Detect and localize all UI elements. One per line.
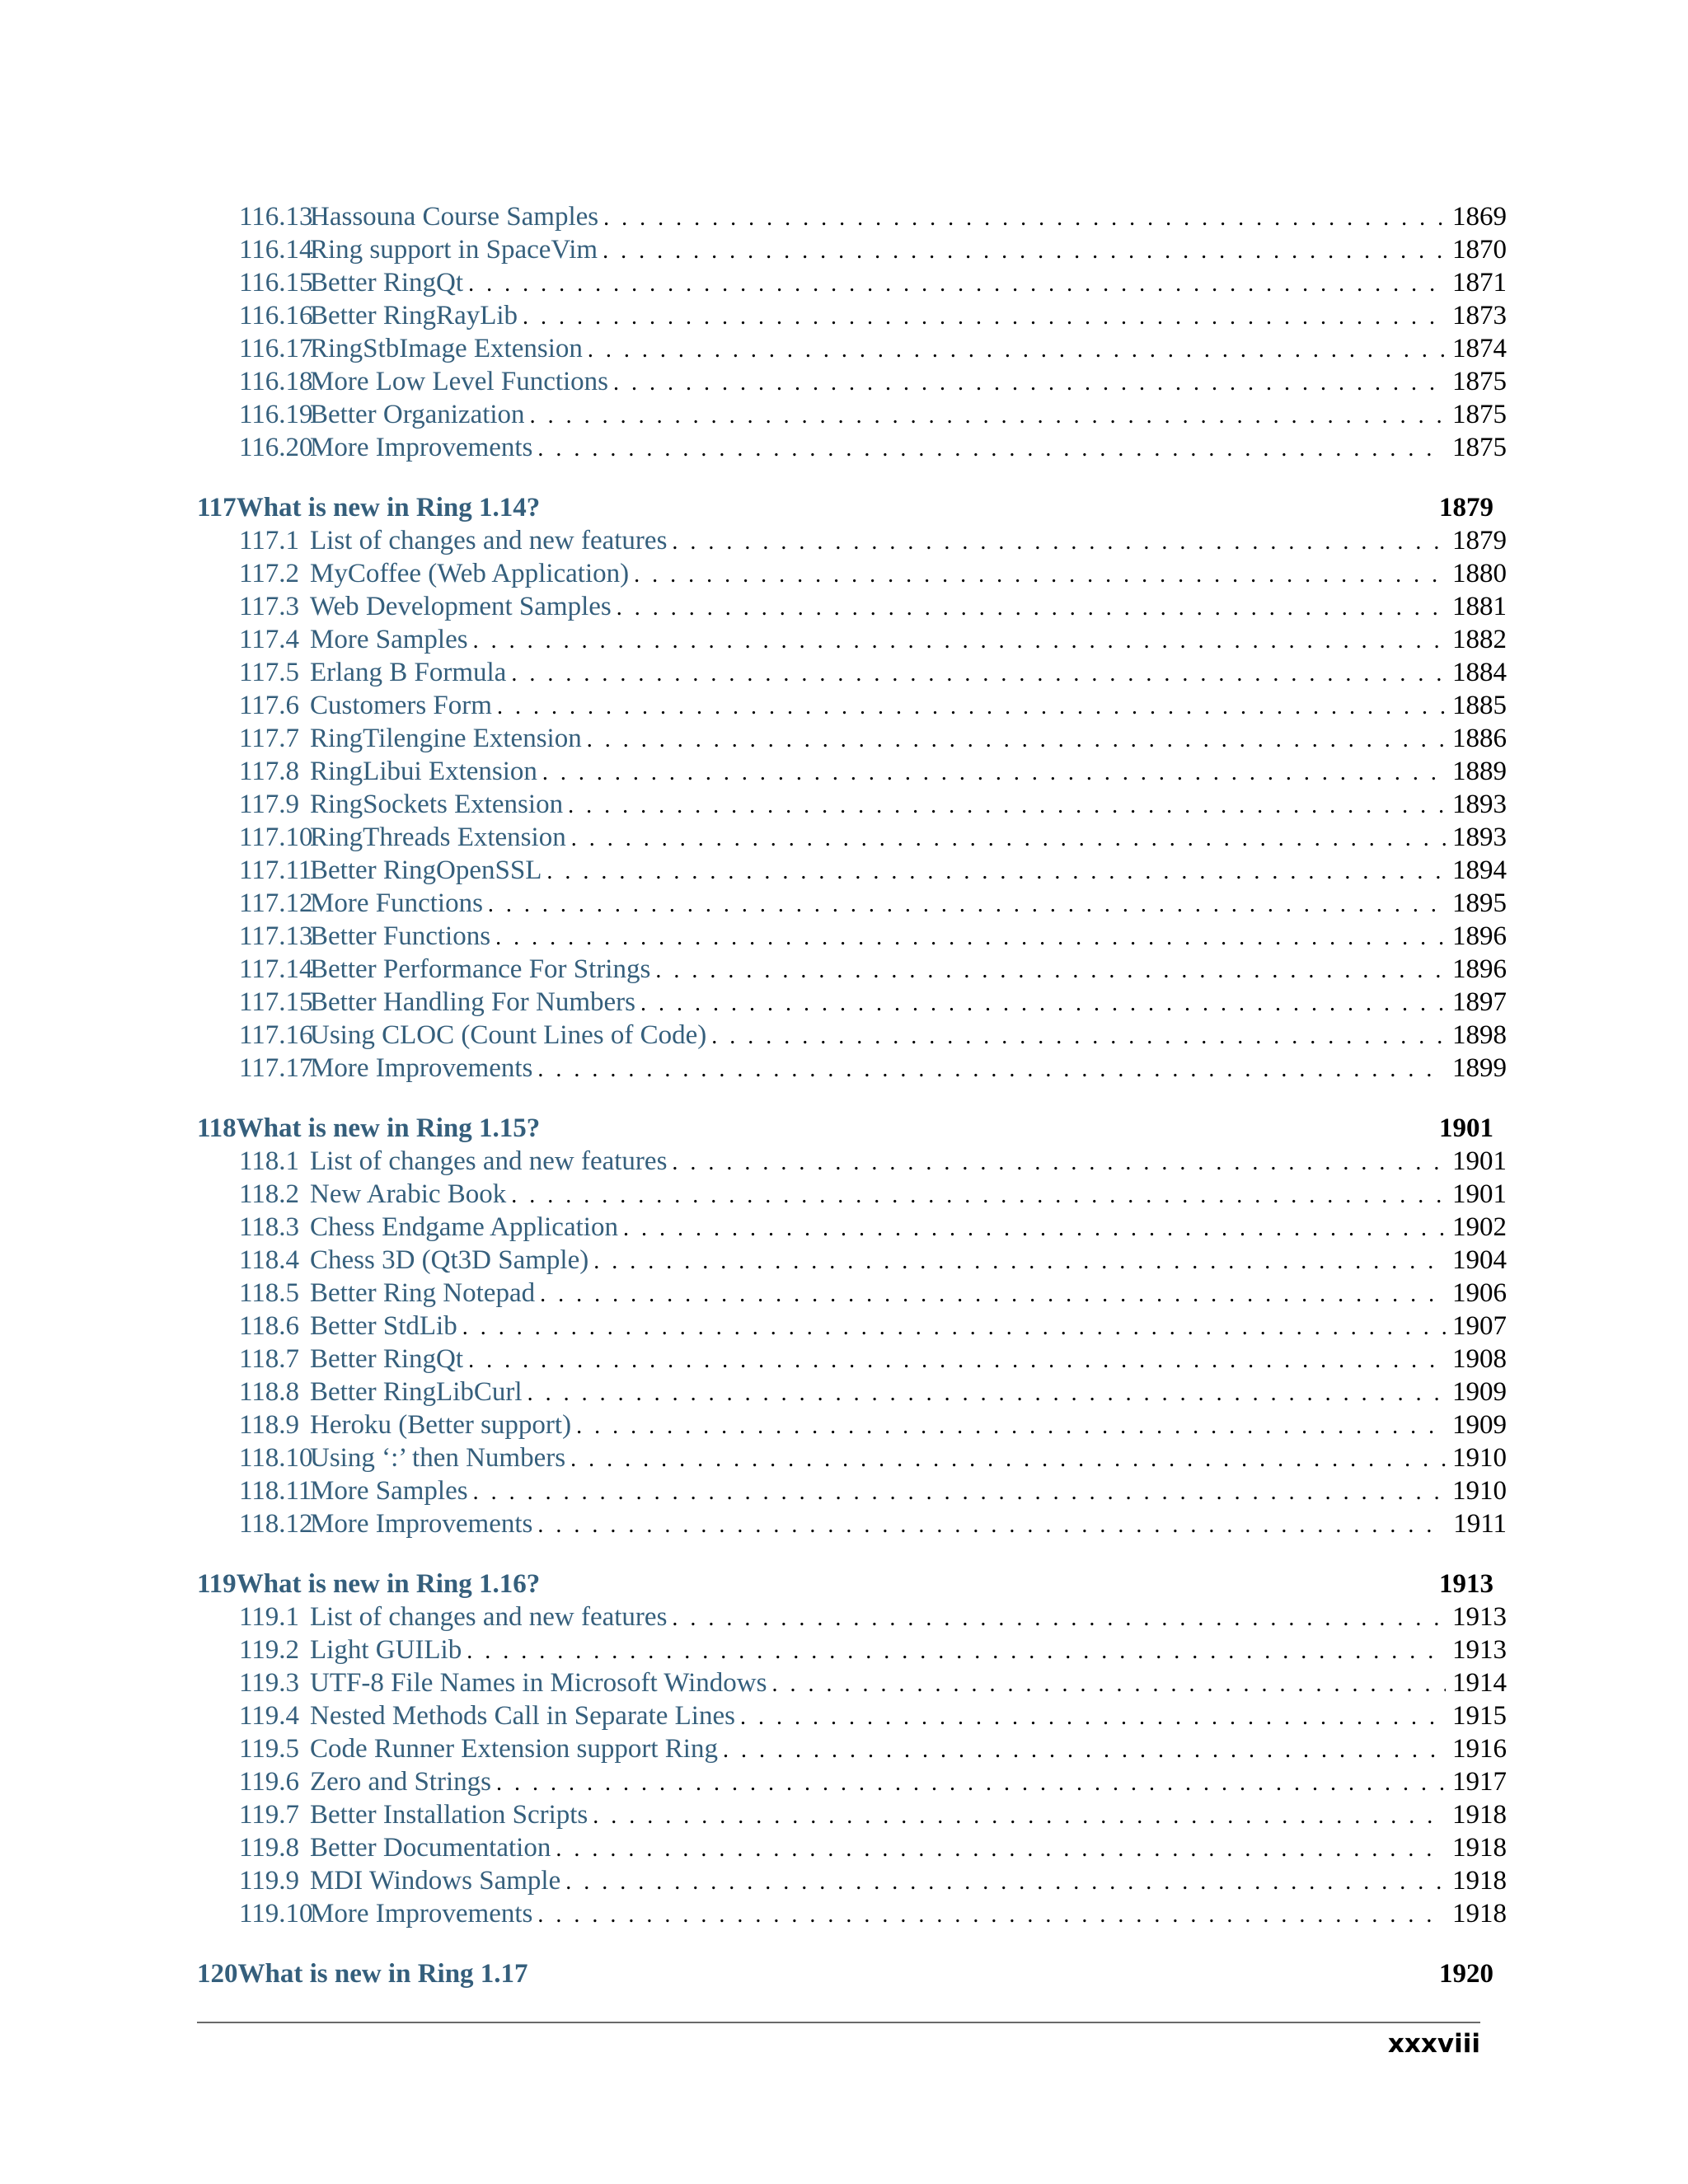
toc-entry-link[interactable] — [197, 1474, 1507, 1507]
dot-leader — [523, 301, 1446, 334]
section-title: List of changes and new features — [310, 526, 668, 555]
section-page-number: 1907 — [1452, 1311, 1507, 1341]
toc-chapter — [197, 1568, 1507, 1930]
section-page-number: 1901 — [1452, 1179, 1507, 1209]
section-title: List of changes and new features — [310, 1146, 668, 1176]
chapter-page-number: 1879 — [1439, 493, 1493, 523]
section-number: 117.9 — [239, 790, 300, 819]
toc-chapter — [197, 1112, 1507, 1540]
table-of-contents — [197, 200, 1507, 2018]
section-number: 119.10 — [239, 1899, 313, 1929]
section-title: Better RingQt — [310, 1344, 464, 1374]
section-number: 119.9 — [239, 1866, 300, 1896]
dot-leader — [496, 1767, 1446, 1800]
section-number: 116.13 — [239, 202, 313, 232]
section-number: 118.1 — [239, 1146, 300, 1176]
dot-leader — [468, 268, 1446, 301]
dot-leader — [593, 1245, 1446, 1278]
section-number: 117.15 — [239, 987, 313, 1017]
section-title: More Improvements — [310, 1899, 533, 1929]
toc-entry-link[interactable] — [197, 1244, 1507, 1277]
toc-entry-link[interactable] — [197, 1507, 1507, 1540]
section-page-number: 1902 — [1452, 1212, 1507, 1242]
section-page-number: 1895 — [1452, 888, 1507, 918]
dot-leader — [740, 1701, 1446, 1734]
dot-leader — [540, 1278, 1446, 1311]
dot-leader — [771, 1668, 1446, 1701]
section-page-number: 1913 — [1452, 1602, 1507, 1632]
section-number: 118.2 — [239, 1179, 300, 1209]
section-title: More Functions — [310, 888, 483, 918]
section-number: 118.8 — [239, 1377, 300, 1407]
toc-entry-link[interactable] — [197, 920, 1507, 953]
toc-entry-link[interactable] — [197, 1408, 1507, 1441]
section-page-number: 1904 — [1452, 1245, 1507, 1275]
toc-entry-link[interactable] — [197, 1211, 1507, 1244]
section-title: RingTilengine Extension — [310, 724, 582, 753]
toc-entry-link[interactable] — [197, 1019, 1507, 1052]
section-number: 116.14 — [239, 235, 313, 265]
section-page-number: 1908 — [1452, 1344, 1507, 1374]
section-title: RingSockets Extension — [310, 790, 564, 819]
toc-entry-link[interactable] — [197, 200, 1507, 233]
section-page-number: 1893 — [1452, 790, 1507, 819]
section-page-number: 1917 — [1452, 1767, 1507, 1797]
section-number: 118.4 — [239, 1245, 300, 1275]
section-number: 118.5 — [239, 1278, 300, 1308]
dot-leader — [588, 334, 1446, 367]
section-page-number: 1911 — [1453, 1509, 1507, 1539]
section-title: UTF-8 File Names in Microsoft Windows — [310, 1668, 767, 1698]
dot-leader — [711, 1020, 1446, 1053]
toc-entry-link[interactable] — [197, 1601, 1507, 1633]
toc-entry-link[interactable] — [197, 233, 1507, 266]
toc-entry-link[interactable] — [197, 689, 1507, 722]
chapter-heading-link[interactable] — [197, 1112, 1493, 1145]
section-number: 116.16 — [239, 301, 313, 330]
section-page-number: 1889 — [1452, 757, 1507, 786]
section-page-number: 1918 — [1452, 1833, 1507, 1863]
dot-leader — [546, 855, 1446, 888]
section-page-number: 1870 — [1452, 235, 1507, 265]
toc-entry-link[interactable] — [197, 332, 1507, 365]
section-number: 117.1 — [239, 526, 300, 555]
toc-chapter — [197, 1957, 1493, 1990]
dot-leader — [603, 235, 1446, 268]
section-number: 117.13 — [239, 921, 313, 951]
section-title: Customers Form — [310, 691, 492, 720]
section-number: 117.3 — [239, 592, 300, 621]
chapter-title: What is new in Ring 1.17 — [237, 1959, 528, 1989]
section-number: 117.5 — [239, 658, 300, 687]
toc-entry-link[interactable] — [197, 1864, 1507, 1897]
section-page-number: 1918 — [1452, 1899, 1507, 1929]
section-page-number: 1886 — [1452, 724, 1507, 753]
dot-leader — [672, 1146, 1446, 1179]
section-page-number: 1875 — [1452, 367, 1507, 396]
section-number: 117.6 — [239, 691, 300, 720]
toc-entry-link[interactable] — [197, 1732, 1507, 1765]
section-page-number: 1906 — [1452, 1278, 1507, 1308]
section-title: More Samples — [310, 1476, 468, 1506]
dot-leader — [537, 1053, 1446, 1086]
section-page-number: 1875 — [1452, 400, 1507, 429]
toc-entry-link[interactable] — [197, 755, 1507, 788]
toc-entry-link[interactable] — [197, 1633, 1507, 1666]
section-page-number: 1879 — [1452, 526, 1507, 555]
toc-entry-link[interactable] — [197, 623, 1507, 656]
section-page-number: 1882 — [1452, 625, 1507, 654]
toc-entry-link[interactable] — [197, 266, 1507, 299]
section-title: RingStbImage Extension — [310, 334, 583, 363]
section-page-number: 1874 — [1452, 334, 1507, 363]
section-title: Hassouna Course Samples — [310, 202, 599, 232]
dot-leader — [511, 1179, 1446, 1212]
section-title: Better Ring Notepad — [310, 1278, 536, 1308]
chapter-heading-link[interactable] — [197, 1568, 1493, 1601]
section-page-number: 1884 — [1452, 658, 1507, 687]
section-number: 116.19 — [239, 400, 313, 429]
chapter-number: 120 — [197, 1959, 238, 1989]
section-title: Zero and Strings — [310, 1767, 491, 1797]
toc-entry-link[interactable] — [197, 953, 1507, 986]
toc-entry-link[interactable] — [197, 1376, 1507, 1408]
section-page-number: 1894 — [1452, 855, 1507, 885]
section-title: Nested Methods Call in Separate Lines — [310, 1701, 735, 1731]
dot-leader — [672, 1602, 1446, 1635]
section-title: Erlang B Formula — [310, 658, 507, 687]
section-number: 118.10 — [239, 1443, 313, 1473]
section-title: Chess Endgame Application — [310, 1212, 618, 1242]
section-title: Light GUILib — [310, 1635, 462, 1665]
toc-entry-link[interactable] — [197, 590, 1507, 623]
section-page-number: 1918 — [1452, 1866, 1507, 1896]
section-number: 119.6 — [239, 1767, 300, 1797]
dot-leader — [473, 625, 1446, 658]
section-title: Web Development Samples — [310, 592, 612, 621]
section-page-number: 1881 — [1452, 592, 1507, 621]
section-page-number: 1871 — [1452, 268, 1507, 298]
chapter-number: 117 — [197, 493, 237, 523]
section-number: 119.5 — [239, 1734, 300, 1764]
chapter-heading-link[interactable] — [197, 1957, 1493, 1990]
toc-entry-link[interactable] — [197, 1765, 1507, 1798]
toc-entry-link[interactable] — [197, 788, 1507, 821]
section-page-number: 1914 — [1452, 1668, 1507, 1698]
section-page-number: 1916 — [1452, 1734, 1507, 1764]
section-number: 119.7 — [239, 1800, 300, 1830]
dot-leader — [640, 987, 1446, 1020]
toc-entry-link[interactable] — [197, 299, 1507, 332]
section-number: 118.7 — [239, 1344, 300, 1374]
dot-leader — [542, 757, 1446, 790]
section-title: MyCoffee (Web Application) — [310, 559, 630, 588]
chapter-title: What is new in Ring 1.15? — [236, 1113, 541, 1143]
section-title: Better RingRayLib — [310, 301, 518, 330]
section-number: 118.6 — [239, 1311, 300, 1341]
section-page-number: 1910 — [1452, 1443, 1507, 1473]
section-page-number: 1873 — [1452, 301, 1507, 330]
toc-entry-link[interactable] — [197, 1145, 1507, 1178]
section-number: 117.11 — [239, 855, 312, 885]
toc-chapter — [197, 491, 1507, 1085]
section-title: More Improvements — [310, 433, 533, 462]
chapter-title: What is new in Ring 1.16? — [236, 1569, 541, 1599]
toc-entry-link[interactable] — [197, 656, 1507, 689]
section-page-number: 1910 — [1452, 1476, 1507, 1506]
section-number: 116.17 — [239, 334, 313, 363]
dot-leader — [468, 1344, 1446, 1377]
toc-entry-link[interactable] — [197, 1052, 1507, 1085]
section-title: Better RingOpenSSL — [310, 855, 542, 885]
section-number: 118.9 — [239, 1410, 300, 1440]
section-title: More Low Level Functions — [310, 367, 609, 396]
chapter-heading-link[interactable] — [197, 491, 1493, 524]
toc-chapter — [197, 200, 1507, 464]
dot-leader — [623, 1212, 1446, 1245]
dot-leader — [593, 1800, 1446, 1833]
section-number: 117.4 — [239, 625, 300, 654]
section-title: Code Runner Extension support Ring — [310, 1734, 718, 1764]
section-page-number: 1909 — [1452, 1377, 1507, 1407]
chapter-number: 118 — [197, 1113, 237, 1143]
toc-entry-link[interactable] — [197, 365, 1507, 398]
section-page-number: 1909 — [1452, 1410, 1507, 1440]
toc-entry-link[interactable] — [197, 398, 1507, 431]
section-number: 119.1 — [239, 1602, 300, 1632]
section-page-number: 1918 — [1452, 1800, 1507, 1830]
section-title: Better RingLibCurl — [310, 1377, 523, 1407]
section-title: RingThreads Extension — [310, 823, 566, 852]
toc-entry-link[interactable] — [197, 821, 1507, 854]
toc-entry-link[interactable] — [197, 722, 1507, 755]
section-title: RingLibui Extension — [310, 757, 537, 786]
section-number: 118.3 — [239, 1212, 300, 1242]
section-number: 117.2 — [239, 559, 300, 588]
toc-entry-link[interactable] — [197, 1798, 1507, 1831]
section-title: MDI Windows Sample — [310, 1866, 561, 1896]
toc-entry-link[interactable] — [197, 1343, 1507, 1376]
section-number: 119.2 — [239, 1635, 300, 1665]
toc-entry-link[interactable] — [197, 986, 1507, 1019]
dot-leader — [603, 202, 1446, 235]
section-page-number: 1915 — [1452, 1701, 1507, 1731]
section-title: Heroku (Better support) — [310, 1410, 572, 1440]
dot-leader — [565, 1866, 1446, 1899]
section-title: Using CLOC (Count Lines of Code) — [310, 1020, 707, 1050]
section-title: Better Installation Scripts — [310, 1800, 588, 1830]
section-title: Better Performance For Strings — [310, 954, 651, 984]
toc-entry-link[interactable] — [197, 887, 1507, 920]
section-title: Better Organization — [310, 400, 525, 429]
chapter-page-number: 1920 — [1439, 1959, 1493, 1989]
section-number: 117.12 — [239, 888, 313, 918]
section-number: 116.20 — [239, 433, 313, 462]
dot-leader — [568, 790, 1446, 823]
toc-entry-link[interactable] — [197, 1310, 1507, 1343]
section-title: More Improvements — [310, 1509, 533, 1539]
section-number: 116.18 — [239, 367, 313, 396]
chapter-page-number: 1913 — [1439, 1569, 1493, 1599]
section-number: 117.8 — [239, 757, 300, 786]
toc-entry-link[interactable] — [197, 1897, 1507, 1930]
dot-leader — [634, 559, 1446, 592]
section-title: Ring support in SpaceVim — [310, 235, 598, 265]
dot-leader — [537, 1899, 1446, 1932]
dot-leader — [613, 367, 1446, 400]
dot-leader — [488, 888, 1446, 921]
section-page-number: 1893 — [1452, 823, 1507, 852]
chapter-page-number: 1901 — [1439, 1113, 1493, 1143]
dot-leader — [530, 400, 1446, 433]
page-number: xxxviii — [1387, 2029, 1480, 2059]
toc-entry-link[interactable] — [197, 1277, 1507, 1310]
section-number: 118.11 — [239, 1476, 312, 1506]
toc-entry-link[interactable] — [197, 524, 1507, 557]
dot-leader — [571, 823, 1446, 855]
section-title: More Improvements — [310, 1053, 533, 1083]
section-title: Better StdLib — [310, 1311, 457, 1341]
section-number: 119.4 — [239, 1701, 300, 1731]
section-page-number: 1901 — [1452, 1146, 1507, 1176]
section-title: Better Functions — [310, 921, 491, 951]
dot-leader — [467, 1635, 1446, 1668]
chapter-title: What is new in Ring 1.14? — [236, 493, 541, 523]
dot-leader — [511, 658, 1446, 691]
footer-divider — [197, 2022, 1480, 2023]
dot-leader — [672, 526, 1446, 559]
section-title: Chess 3D (Qt3D Sample) — [310, 1245, 589, 1275]
toc-entry-link[interactable] — [197, 1699, 1507, 1732]
section-number: 117.17 — [239, 1053, 313, 1083]
section-title: Better Documentation — [310, 1833, 551, 1863]
section-title: Using ‘:’ then Numbers — [310, 1443, 566, 1473]
section-page-number: 1885 — [1452, 691, 1507, 720]
toc-entry-link[interactable] — [197, 1178, 1507, 1211]
section-page-number: 1913 — [1452, 1635, 1507, 1665]
toc-entry-link[interactable] — [197, 431, 1507, 464]
section-number: 117.7 — [239, 724, 300, 753]
section-title: Better Handling For Numbers — [310, 987, 636, 1017]
section-page-number: 1898 — [1452, 1020, 1507, 1050]
section-number: 118.12 — [239, 1509, 313, 1539]
chapter-number: 119 — [197, 1569, 237, 1599]
section-title: New Arabic Book — [310, 1179, 507, 1209]
section-title: List of changes and new features — [310, 1602, 668, 1632]
dot-leader — [537, 1509, 1446, 1542]
section-title: Better RingQt — [310, 268, 464, 298]
section-page-number: 1880 — [1452, 559, 1507, 588]
dot-leader — [473, 1476, 1446, 1509]
section-title: More Samples — [310, 625, 468, 654]
dot-leader — [587, 724, 1446, 757]
section-page-number: 1896 — [1452, 954, 1507, 984]
section-page-number: 1869 — [1452, 202, 1507, 232]
dot-leader — [462, 1311, 1446, 1344]
dot-leader — [495, 921, 1446, 954]
toc-entry-link[interactable] — [197, 1831, 1507, 1864]
section-number: 117.16 — [239, 1020, 313, 1050]
section-page-number: 1897 — [1452, 987, 1507, 1017]
toc-entry-link[interactable] — [197, 557, 1507, 590]
dot-leader — [528, 1377, 1446, 1410]
dot-leader — [497, 691, 1446, 724]
dot-leader — [576, 1410, 1446, 1443]
section-number: 116.15 — [239, 268, 313, 298]
section-number: 117.10 — [239, 823, 313, 852]
dot-leader — [655, 954, 1446, 987]
toc-entry-link[interactable] — [197, 1441, 1507, 1474]
dot-leader — [537, 433, 1446, 466]
dot-leader — [556, 1833, 1446, 1866]
section-page-number: 1896 — [1452, 921, 1507, 951]
section-number: 119.3 — [239, 1668, 300, 1698]
section-number: 119.8 — [239, 1833, 300, 1863]
section-page-number: 1875 — [1452, 433, 1507, 462]
toc-entry-link[interactable] — [197, 854, 1507, 887]
toc-entry-link[interactable] — [197, 1666, 1507, 1699]
dot-leader — [723, 1734, 1446, 1767]
dot-leader — [617, 592, 1446, 625]
dot-leader — [570, 1443, 1446, 1476]
section-number: 117.14 — [239, 954, 313, 984]
section-page-number: 1899 — [1452, 1053, 1507, 1083]
